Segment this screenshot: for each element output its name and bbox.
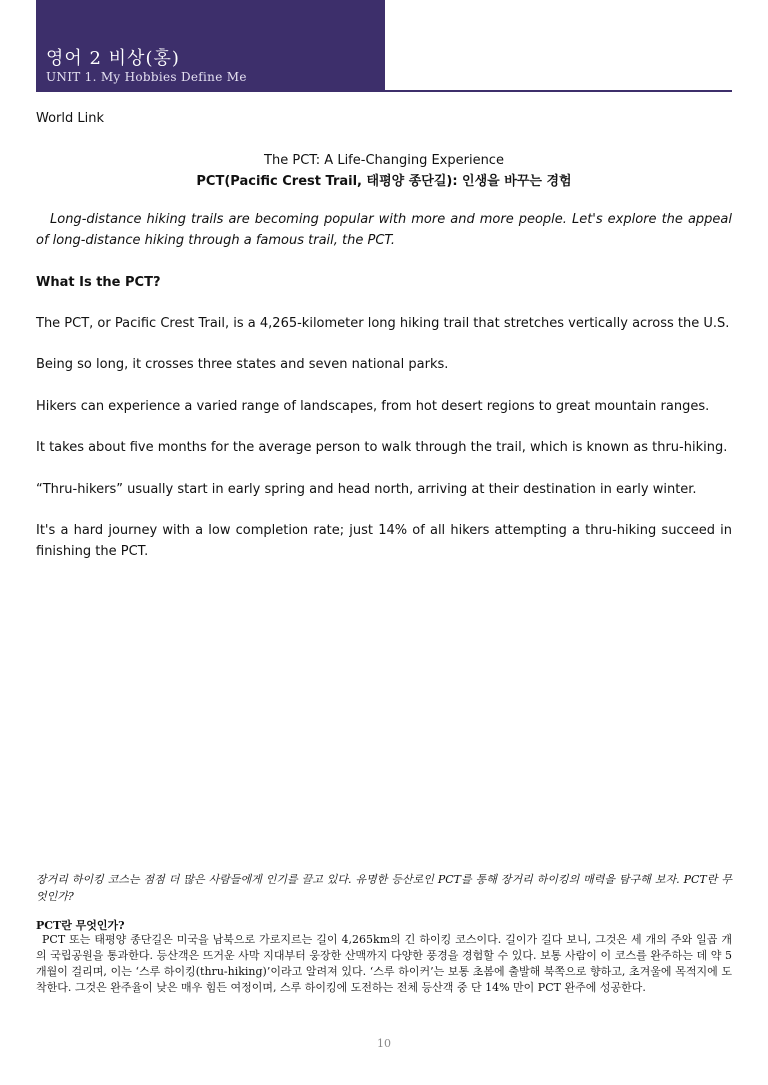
article-title [36,150,732,192]
paragraph: Being so long, it crosses three states and seven national parks. [36,357,449,372]
page-number: 10 [377,1037,391,1050]
section-heading: What Is the PCT? [36,275,161,290]
article-title-korean: PCT(Pacific Crest Trail, 태평양 종단길): 인생을 바꾸는 경험 [196,174,572,189]
paragraph: Hikers can experience a varied range of landscapes, from hot desert regions to great mountain ranges. [36,399,710,414]
paragraph: It takes about five months for the average person to walk through the trail, which is known as thru-hiking. [36,440,728,455]
section-label: World Link [36,111,105,126]
translation-body: PCT 또는 태평양 종단길은 미국을 남북으로 가로지르는 길이 4,265km의 긴 하이킹 코스이다. 길이가 길다 보니, 그것은 세 개의 주와 일곱 개의 국립공원을 통과한다. 등산객은 뜨거운 사막 지대부터 웅장한 산맥까지 다양한 풍경을 경험할 수 있다. 보통 사람이 이 코스를 완주하는 데 약 5개월이 걸리며, 이는 ‘스루 하이킹(thru-hiking)’이라고 알려져 있다. ‘스루 하이커’는 보통 초봄에 출발해 북쪽으로 향하고, 초겨울에 목적지에 도착한다. 그것은 완주율이 낮은 매우 힘든 여정이며, 스루 하이킹에 도전하는 전체 등산객 중 단 14% 만이 PCT 완주에 성공한다. [36,933,732,994]
paragraph: The PCT, or Pacific Crest Trail, is a 4,265-kilometer long hiking trail that stretches vertically across the U.S. [36,316,730,331]
paragraph: It's a hard journey with a low completion rate; just 14% of all hikers attempting a thru-hiking succeed in finishing the PCT. [36,523,732,559]
article-title-english: The PCT: A Life-Changing Experience [264,153,504,168]
translation-intro: 장거리 하이킹 코스는 점점 더 많은 사람들에게 인기를 끌고 있다. 유명한 등산로인 PCT를 통해 장거리 하이킹의 매력을 탐구해 보자. PCT란 무엇인가? [36,873,732,903]
article-intro: Long-distance hiking trails are becoming popular with more and more people. Let's explore the appeal of long-distance hiking through a famous trail, the PCT. [36,212,732,248]
header-divider [385,90,732,92]
unit-subtitle: UNIT 1. My Hobbies Define Me [46,70,247,84]
paragraph: “Thru-hikers” usually start in early spring and head north, arriving at their destination in early winter. [36,482,697,497]
page-title: 영어 2 비상(홍) [46,48,180,69]
translation-heading: PCT란 무엇인가? [36,919,125,932]
